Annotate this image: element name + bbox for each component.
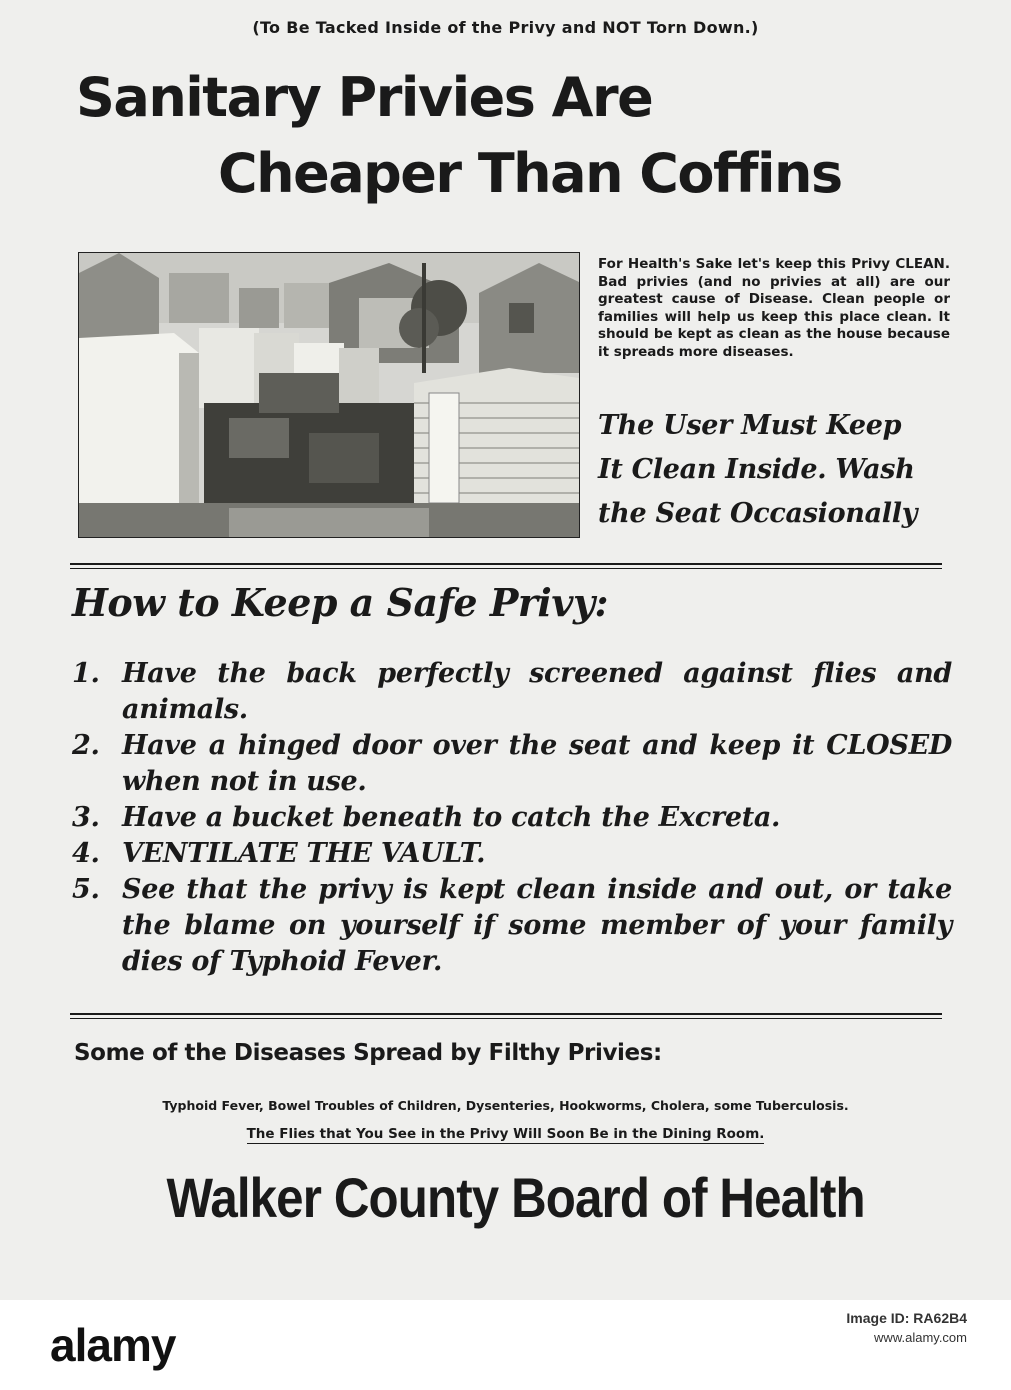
alamy-logo: alamy bbox=[50, 1319, 176, 1371]
image-id: Image ID: RA62B4 bbox=[846, 1310, 967, 1326]
step-item bbox=[72, 800, 952, 836]
step-item bbox=[72, 656, 952, 728]
step-item bbox=[72, 728, 952, 800]
howto-title: How to Keep a Safe Privy: bbox=[72, 580, 609, 625]
step-number: 2. bbox=[72, 730, 100, 761]
headline-line-2: Cheaper Than Coffins bbox=[218, 142, 842, 205]
watermark-bar bbox=[0, 1300, 1011, 1390]
step-item bbox=[72, 872, 952, 980]
step-text: Have a bucket beneath to catch the Excreta. bbox=[122, 802, 781, 833]
posting-note: (To Be Tacked Inside of the Privy and NOT Torn Down.) bbox=[252, 18, 759, 37]
motto-line-3: the Seat Occasionally bbox=[598, 498, 918, 529]
step-item bbox=[72, 836, 952, 872]
board-of-health: Walker County Board of Health bbox=[166, 1166, 865, 1229]
privies-photo-illustration bbox=[79, 253, 580, 538]
privies-photo bbox=[78, 252, 580, 538]
intro-paragraph: For Health's Sake let's keep this Privy CLEAN. Bad privies (and no privies at all) are our greatest cause of Disease. Clean people or families will help us keep this place clean. It should be kept as clean as the house because it spreads more diseases. bbox=[598, 256, 950, 360]
motto-line-2: It Clean Inside. Wash bbox=[598, 454, 915, 485]
step-text: VENTILATE THE VAULT. bbox=[122, 838, 486, 869]
step-text: See that the privy is kept clean inside and out, or take the blame on yourself if some member of your family dies of Typhoid Fever. bbox=[122, 874, 952, 977]
watermark-site: www.alamy.com bbox=[874, 1330, 967, 1345]
step-number: 1. bbox=[72, 658, 100, 689]
step-number: 4. bbox=[72, 838, 100, 869]
step-number: 3. bbox=[72, 802, 100, 833]
divider-bottom bbox=[70, 1013, 942, 1019]
motto bbox=[598, 404, 958, 536]
steps-list bbox=[72, 656, 952, 980]
step-text: Have the back perfectly screened against flies and animals. bbox=[122, 658, 952, 725]
motto-line-1: The User Must Keep bbox=[598, 410, 902, 441]
diseases-list: Typhoid Fever, Bowel Troubles of Children, Dysenteries, Hookworms, Cholera, some Tuberculosis. bbox=[162, 1098, 849, 1113]
headline-line-1: Sanitary Privies Are bbox=[76, 66, 653, 129]
watermark-info bbox=[846, 1308, 967, 1348]
diseases-heading: Some of the Diseases Spread by Filthy Privies: bbox=[74, 1040, 662, 1066]
flies-warning-text: The Flies that You See in the Privy Will Soon Be in the Dining Room. bbox=[246, 1126, 765, 1142]
flies-warning bbox=[0, 1126, 1011, 1142]
step-number: 5. bbox=[72, 874, 100, 905]
divider-top bbox=[70, 563, 942, 569]
step-text: Have a hinged door over the seat and keep it CLOSED when not in use. bbox=[122, 730, 952, 797]
